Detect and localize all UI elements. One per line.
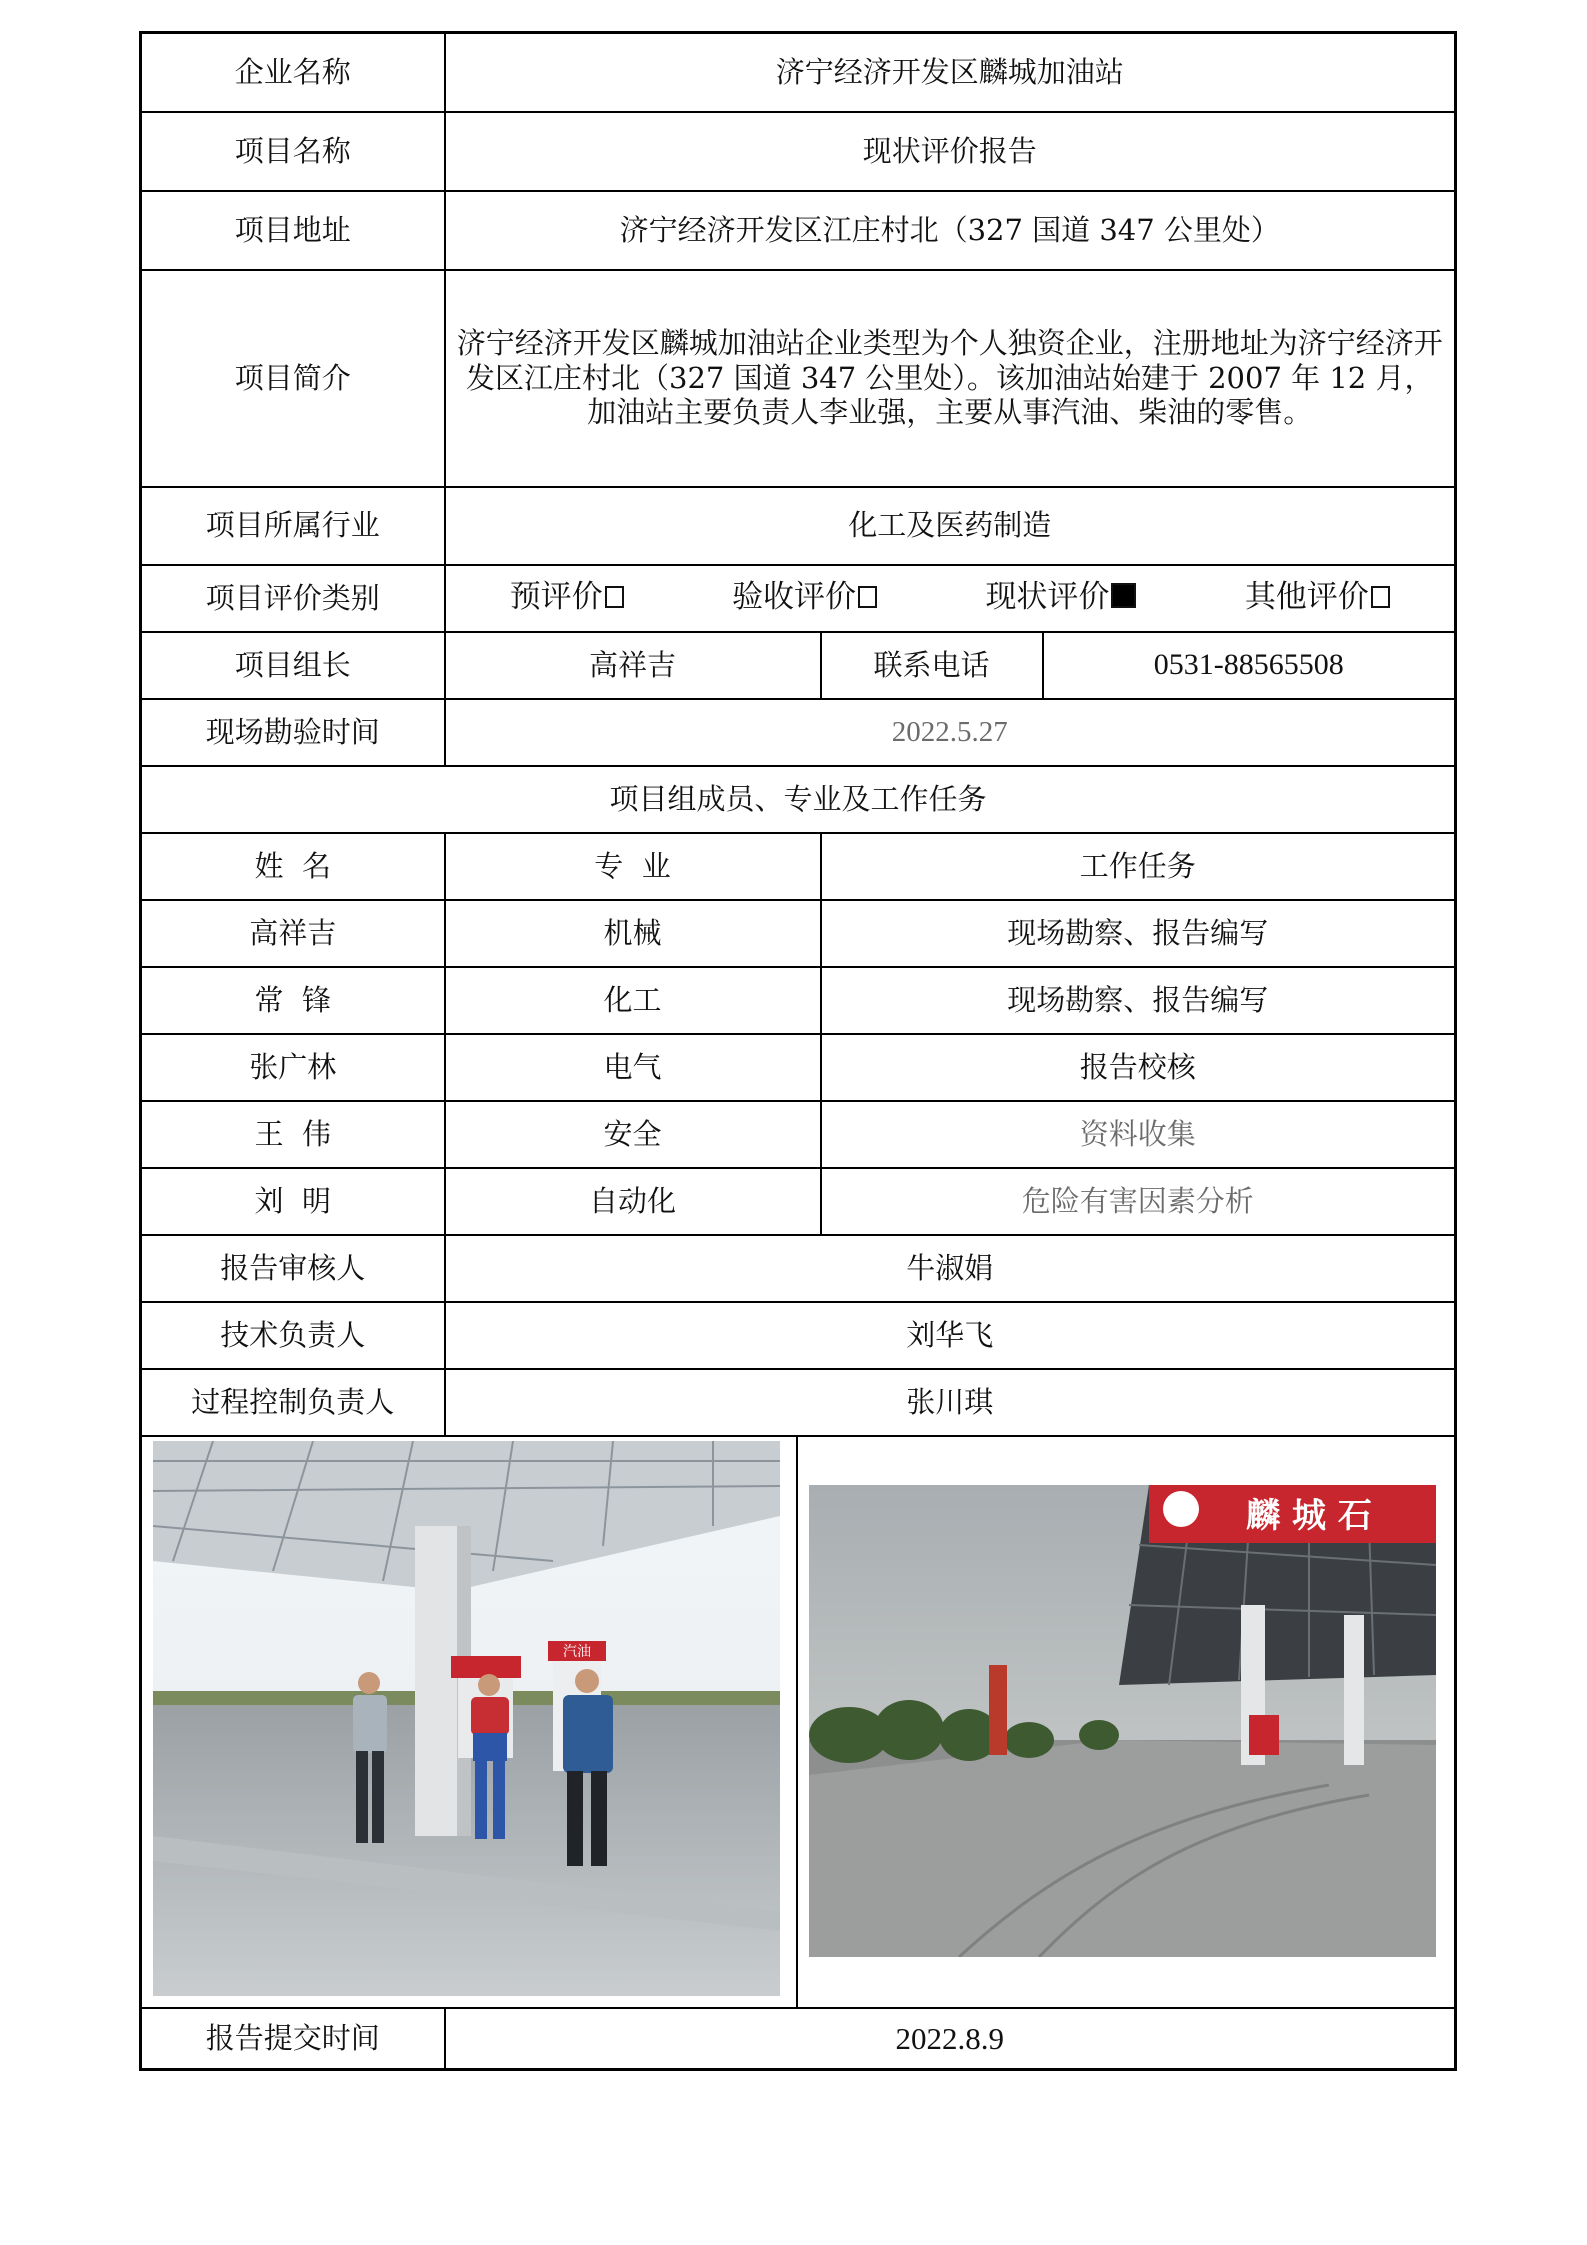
member-name: 王 伟: [141, 1101, 445, 1168]
checkbox-icon[interactable]: [858, 586, 877, 608]
company-label: 企业名称: [141, 33, 445, 112]
category-option-pre[interactable]: [510, 579, 624, 616]
team-header-task: 工作任务: [821, 833, 1456, 900]
table-row: [141, 1034, 1456, 1101]
project-label: 项目名称: [141, 112, 445, 191]
intro-label: 项目简介: [141, 270, 445, 487]
member-specialty: 机械: [445, 900, 821, 967]
team-header-name: 姓 名: [141, 833, 445, 900]
row-submit: [141, 2008, 1456, 2070]
process-value: 张川琪: [445, 1369, 1456, 1436]
team-header-specialty: [445, 833, 821, 900]
category-options: [445, 565, 1456, 632]
row-company: [141, 33, 1456, 112]
photo-right-frame: [798, 1437, 1454, 2007]
row-project: [141, 112, 1456, 191]
category-option-label: 验收评价: [732, 579, 857, 616]
table-row: [141, 967, 1456, 1034]
row-process: [141, 1369, 1456, 1436]
row-address: [141, 191, 1456, 270]
address-label: 项目地址: [141, 191, 445, 270]
project-value: 现状评价报告: [445, 112, 1456, 191]
row-reviewer: [141, 1235, 1456, 1302]
info-table: [139, 31, 1457, 2071]
photo-left-frame: [142, 1437, 798, 2007]
survey-value: 2022.5.27: [445, 699, 1456, 766]
industry-value: 化工及医药制造: [445, 487, 1456, 565]
site-photo-station: [809, 1485, 1436, 1957]
member-name: 刘 明: [141, 1168, 445, 1235]
phone-value: 0531-88565508: [1043, 632, 1456, 699]
reviewer-label: 报告审核人: [141, 1235, 445, 1302]
row-survey: [141, 699, 1456, 766]
station-sign-text: 麟 城 石: [1246, 1495, 1372, 1536]
submit-value: 2022.8.9: [445, 2008, 1456, 2070]
team-header-row: [141, 833, 1456, 900]
member-task: 资料收集: [821, 1101, 1456, 1168]
member-task: 现场勘察、报告编写: [821, 900, 1456, 967]
member-name: 张广林: [141, 1034, 445, 1101]
leader-value: 高祥吉: [445, 632, 821, 699]
row-industry: [141, 487, 1456, 565]
category-option-label: 预评价: [509, 579, 603, 616]
table-row: [141, 1168, 1456, 1235]
tech-label: 技术负责人: [141, 1302, 445, 1369]
checkbox-icon[interactable]: [1371, 586, 1390, 608]
member-name: 高祥吉: [141, 900, 445, 967]
tech-value: 刘华飞: [445, 1302, 1456, 1369]
member-name: 常 锋: [141, 967, 445, 1034]
member-specialty: 自动化: [445, 1168, 821, 1235]
row-category: [141, 565, 1456, 632]
pump-sign-text: 汽油: [563, 1643, 591, 1660]
member-task: 报告校核: [821, 1034, 1456, 1101]
industry-label: 项目所属行业: [141, 487, 445, 565]
member-specialty: 电气: [445, 1034, 821, 1101]
table-row: [141, 900, 1456, 967]
category-label: 项目评价类别: [141, 565, 445, 632]
row-photos: [141, 1436, 1456, 2008]
checkbox-icon[interactable]: [605, 586, 624, 608]
address-value: 济宁经济开发区江庄村北（327 国道 347 公里处）: [445, 191, 1456, 270]
reviewer-value: 牛淑娟: [445, 1235, 1456, 1302]
team-header-specialty-text: 专 业: [594, 848, 671, 883]
row-leader: [141, 632, 1456, 699]
category-option-other[interactable]: [1245, 579, 1390, 616]
row-team-heading: [141, 766, 1456, 833]
category-option-label: 其他评价: [1244, 579, 1369, 616]
site-photo-inspectors: [153, 1441, 780, 1996]
photos-cell: [141, 1436, 1456, 2008]
row-intro: [141, 270, 1456, 487]
member-task: 现场勘察、报告编写: [821, 967, 1456, 1034]
member-task: 危险有害因素分析: [821, 1168, 1456, 1235]
member-specialty: 安全: [445, 1101, 821, 1168]
intro-value: 济宁经济开发区麟城加油站企业类型为个人独资企业，注册地址为济宁经济开发区江庄村北（327 国道 347 公里处）。该加油站始建于 2007 年 12 月，加油站主要负责人李业强，主要从事汽油、柴油的零售。: [445, 270, 1456, 487]
leader-label: 项目组长: [141, 632, 445, 699]
company-value: 济宁经济开发区麟城加油站: [445, 33, 1456, 112]
member-specialty: 化工: [445, 967, 821, 1034]
table-row: [141, 1101, 1456, 1168]
category-option-current[interactable]: [985, 579, 1136, 616]
team-heading: 项目组成员、专业及工作任务: [141, 766, 1456, 833]
checkbox-checked-icon[interactable]: [1111, 583, 1136, 608]
submit-label: 报告提交时间: [141, 2008, 445, 2070]
row-tech: [141, 1302, 1456, 1369]
process-label: 过程控制负责人: [141, 1369, 445, 1436]
survey-label: 现场勘验时间: [141, 699, 445, 766]
phone-label: 联系电话: [821, 632, 1043, 699]
category-option-label: 现状评价: [985, 579, 1110, 616]
category-option-acceptance[interactable]: [732, 579, 877, 616]
evaluation-form: [139, 31, 1454, 2071]
